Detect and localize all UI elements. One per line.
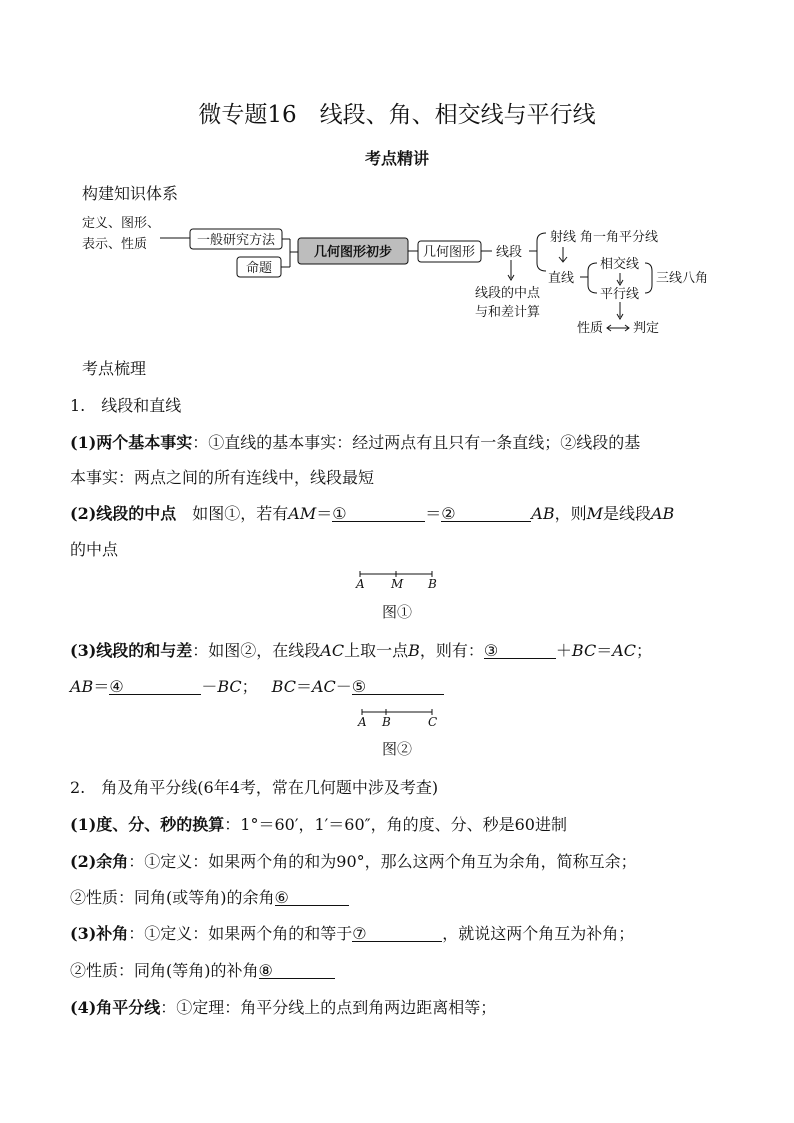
sec1-p3l2-minus2: －	[335, 677, 352, 696]
diagram-judge: 判定	[633, 321, 660, 336]
figure-2	[340, 704, 450, 732]
blank-7[interactable]	[352, 924, 442, 942]
diagram-general-method: 一般研究方法	[196, 233, 276, 248]
fig1-label-B: B	[428, 577, 437, 591]
diagram-geometry-figures: 几何图形	[422, 245, 476, 260]
sec1-p2-a: 如图①，若有	[176, 504, 289, 523]
diagram-intersecting: 相交线	[600, 257, 640, 272]
blank-1-number: ①	[332, 504, 347, 523]
sec1-p2-cont: 的中点	[70, 540, 119, 559]
sec2-p3-text: ：①定义：如果两个角的和等于	[128, 924, 353, 943]
blank-8-number: ⑧	[258, 961, 273, 980]
sec1-p1-cont: 本事实：两点之间的所有连线中，线段最短	[70, 468, 375, 487]
fig2-label-A: A	[358, 715, 367, 729]
diagram-definitions-line1: 定义、图形、	[82, 216, 161, 231]
sec2-p3-tail: ，就说这两个角互为补角；	[442, 924, 635, 943]
sec1-p3l2-AB: AB	[70, 677, 94, 696]
sec2-p2-line2	[70, 885, 349, 908]
blank-6[interactable]	[275, 888, 349, 906]
sec2-p2-text: ：①定义：如果两个角的和为90°，那么这两个角互为余角，简称互余；	[128, 852, 637, 871]
sec1-p3-AC: AC	[320, 641, 345, 660]
fig1-label-A: A	[356, 577, 365, 591]
sec1-p3	[70, 638, 652, 661]
sec1-heading: 1. 线段和直线	[70, 396, 182, 415]
sec1-p3l2-BC2: BC	[271, 677, 296, 696]
sec2-p3-term: (3)补角	[70, 924, 129, 943]
blank-7-number: ⑦	[352, 924, 367, 943]
sec1-p3-AC2: AC	[612, 641, 637, 660]
diagram-properties: 性质	[577, 321, 604, 336]
diagram-ray: 射线	[550, 230, 577, 245]
sec1-p3l2-eq2: ＝	[295, 677, 312, 696]
diagram-definitions-line2: 表示、性质	[82, 237, 148, 252]
blank-5[interactable]	[352, 677, 444, 695]
sec2-p2l2-text: ②性质：同角(或等角)的余角	[70, 888, 275, 907]
diagram-angle-chain: 角一角平分线	[580, 230, 659, 245]
diagram-midpoint-line2: 与和差计算	[475, 305, 541, 320]
blank-3-number: ③	[483, 641, 499, 660]
sec1-p3l2-semi: ；	[241, 677, 258, 696]
sec2-heading	[70, 775, 438, 798]
sec2-p4-text: ：①定理：角平分线上的点到角两边距离相等；	[160, 998, 497, 1017]
sec1-p1-text: ：①直线的基本事实：经过两点有且只有一条直线；②线段的基	[192, 433, 641, 452]
diagram-midpoint-line1: 线段的中点	[475, 286, 541, 301]
sec1-p2-b: ，则	[554, 504, 587, 523]
sec1-p2-AB: AB	[531, 504, 555, 523]
blank-2[interactable]	[441, 504, 531, 522]
blank-8[interactable]	[259, 961, 335, 979]
sec1-p3-a: ：如图②，在线段	[192, 641, 321, 660]
sec1-p2-c: 是线段	[602, 504, 651, 523]
blank-2-number: ②	[441, 504, 456, 523]
sec2-heading-text: 2. 角及角平分线	[70, 778, 198, 797]
knowledge-diagram	[0, 205, 794, 345]
sec2-p1-text: ：1°＝60′，1′＝60″，角的度、分、秒是60进制	[224, 815, 567, 834]
blank-6-number: ⑥	[274, 888, 289, 907]
sec1-p2-eq2: ＝	[425, 504, 442, 523]
blank-5-number: ⑤	[351, 677, 367, 696]
sec1-p3-BC: BC	[571, 641, 597, 660]
review-header: 考点梳理	[82, 359, 147, 378]
sec1-p3l2-BC: BC	[217, 677, 242, 696]
sec2-p3-line2	[70, 958, 335, 981]
sec1-p1-term: (1)两个基本事实	[70, 433, 193, 452]
blank-4-number: ④	[109, 677, 124, 696]
sec1-p3-B: B	[408, 641, 420, 660]
sec1-p3l2-AC: AC	[311, 677, 336, 696]
fig2-label-C: C	[428, 715, 438, 729]
sec1-p3-c: ，则有：	[419, 641, 484, 660]
sec1-p3l2-minus: －	[201, 677, 218, 696]
figure-1	[340, 566, 450, 594]
sec1-p3-b: 上取一点	[344, 641, 409, 660]
sec2-p3	[70, 921, 634, 944]
page-title: 微专题16 线段、角、相交线与平行线	[198, 102, 596, 128]
sec1-p1	[70, 430, 640, 453]
sec1-p2-eq: ＝	[316, 504, 333, 523]
sec2-p4	[70, 995, 496, 1018]
sec1-p2-term: (2)线段的中点	[70, 504, 177, 523]
sec2-p1-term: (1)度、分、秒的换算	[70, 815, 225, 834]
sec1-p3-term: (3)线段的和与差	[70, 641, 193, 660]
diagram-line: 直线	[548, 271, 575, 286]
fig1-caption: 图①	[381, 603, 412, 621]
sec1-p2	[70, 501, 674, 524]
diagram-segment: 线段	[496, 245, 523, 260]
sec1-p2-AM: AM	[288, 504, 317, 523]
knowledge-header: 构建知识体系	[82, 184, 179, 203]
diagram-center: 几何图形初步	[313, 245, 393, 260]
sec2-p4-term: (4)角平分线	[70, 998, 161, 1017]
sec1-p2-M: M	[586, 504, 603, 523]
sec2-heading-note: (6年4考，常在几何题中涉及考查)	[197, 778, 439, 797]
sec1-p3-eq: ＝	[596, 641, 613, 660]
sec1-p3l2-eq: ＝	[93, 677, 110, 696]
diagram-proposition: 命题	[245, 261, 273, 276]
blank-3[interactable]	[484, 641, 556, 659]
blank-4[interactable]	[109, 677, 201, 695]
section-subtitle: 考点精讲	[364, 149, 429, 168]
sec2-p2-term: (2)余角	[70, 852, 129, 871]
sec1-p3-plus: ＋	[555, 641, 572, 660]
sec1-p3-semi: ；	[636, 641, 653, 660]
sec1-p3-line2	[70, 674, 444, 697]
diagram-parallel: 平行线	[600, 287, 640, 302]
sec1-p2-AB2: AB	[651, 504, 675, 523]
diagram-three-lines: 三线八角	[656, 271, 709, 286]
fig2-label-B: B	[382, 715, 391, 729]
sec2-p3l2-text: ②性质：同角(等角)的补角	[70, 961, 259, 980]
blank-1[interactable]	[332, 504, 425, 522]
fig1-label-M: M	[391, 577, 404, 591]
fig2-caption: 图②	[381, 740, 412, 758]
sec2-p1	[70, 812, 567, 835]
sec2-p2	[70, 849, 637, 872]
